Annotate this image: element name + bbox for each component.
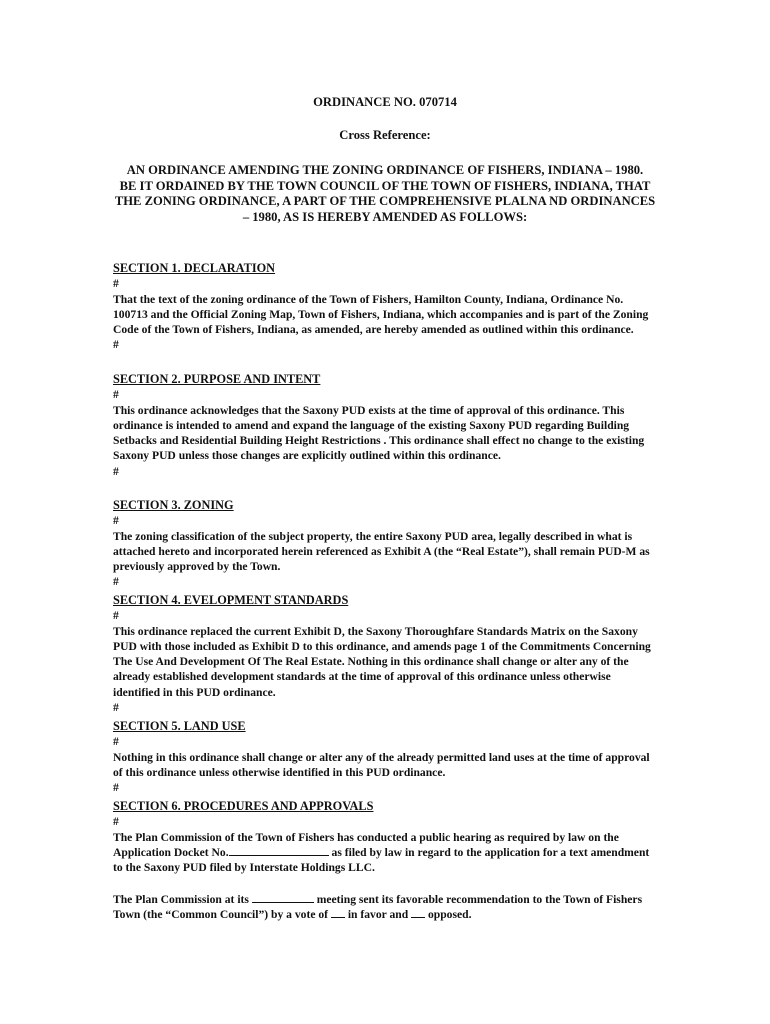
text-fragment: as filed by law in regard to the application for a text amendment to the Saxony PUD filed by Interstate Holdings LLC. xyxy=(113,845,650,875)
title-line: THE ZONING ORDINANCE, A PART OF THE COMPREHENSIVE PLALNA ND ORDINANCES xyxy=(114,194,656,208)
section-heading: SECTION 3. ZONING xyxy=(113,498,234,512)
hash-marker: # xyxy=(113,735,119,749)
section-heading: SECTION 6. PROCEDURES AND APPROVALS xyxy=(113,799,374,813)
section-text xyxy=(113,830,659,876)
section-4 xyxy=(113,593,659,715)
text-fragment: The Plan Commission of the Town of Fishers has conducted a public hearing as required by law on the Application Docket No. xyxy=(113,830,619,859)
section-text: The zoning classification of the subject property, the entire Saxony PUD area, legally described in what is attached hereto and incorporated herein referenced as Exhibit A (the “Real Estate”), shall remain PUD-M as previously approved by the Town. xyxy=(113,529,650,574)
text-fragment: The Plan Commission at its xyxy=(113,893,252,906)
section-text: That the text of the zoning ordinance of the Town of Fishers, Hamilton County, Indiana, Ordinance No. 100713 and the Official Zoning Map, Town of Fishers, Indiana, which accompanies and is part of the Zoning Code of the Town of Fishers, Indiana, as amended, are hereby amended as outlined within this ordinance. xyxy=(113,292,649,337)
hash-marker: # xyxy=(113,277,119,291)
hash-marker: # xyxy=(113,388,119,402)
text-fragment: meeting sent its favorable recommendation to the Town of Fishers Town (the “Common Council”) by a vote of xyxy=(113,893,643,922)
section-text: This ordinance replaced the current Exhibit D, the Saxony Thoroughfare Standards Matrix on the Saxony PUD with those included as Exhibit D to this ordinance, and amends page 1 of the Commitments Concerning The Use And Development Of The Real Estate. Nothing in this ordinance shall change or alter any of the already established development standards at the time of approval of this ordinance unless otherwise identified in this PUD ordinance. xyxy=(113,624,651,699)
votes-in-favor-blank xyxy=(331,907,345,918)
section-2 xyxy=(113,372,659,479)
section-5 xyxy=(113,719,659,795)
section-1 xyxy=(113,261,659,353)
section-text: Nothing in this ordinance shall change or alter any of the already permitted land uses at the time of approval of this ordinance unless otherwise identified in this PUD ordinance. xyxy=(113,750,650,779)
section-text xyxy=(113,892,659,923)
meeting-date-blank xyxy=(252,892,314,903)
hash-marker: # xyxy=(113,338,119,352)
section-heading: SECTION 4. EVELOPMENT STANDARDS xyxy=(113,593,349,607)
plan-commission-paragraph xyxy=(113,892,659,923)
text-fragment: in favor and xyxy=(344,908,412,922)
section-heading: SECTION 5. LAND USE xyxy=(113,719,246,733)
section-6 xyxy=(113,799,659,875)
title-line: BE IT ORDAINED BY THE TOWN COUNCIL OF THE TOWN OF FISHERS, INDIANA, THAT xyxy=(119,178,651,193)
hash-marker: # xyxy=(113,464,119,478)
section-heading: SECTION 1. DECLARATION xyxy=(113,261,276,275)
ordinance-number: ORDINANCE NO. 070714 xyxy=(313,95,457,109)
hash-marker: # xyxy=(113,815,119,829)
ordinance-title xyxy=(100,163,670,225)
hash-marker: # xyxy=(113,514,119,528)
title-line: AN ORDINANCE AMENDING THE ZONING ORDINANCE OF FISHERS, INDIANA – 1980. xyxy=(126,163,644,177)
votes-opposed-blank xyxy=(411,907,425,918)
section-heading: SECTION 2. PURPOSE AND INTENT xyxy=(113,372,321,386)
title-line: – 1980, AS IS HEREBY AMENDED AS FOLLOWS: xyxy=(242,209,528,224)
hash-marker: # xyxy=(113,701,119,715)
hash-marker: # xyxy=(113,609,119,623)
section-3 xyxy=(113,498,659,590)
docket-number-blank xyxy=(229,845,329,856)
text-fragment: opposed. xyxy=(425,908,472,922)
section-text: This ordinance acknowledges that the Saxony PUD exists at the time of approval of this ordinance. This ordinance is intended to amend and expand the language of the existing Saxony PUD regarding Building Setbacks and Residential Building Height Restrictions . This ordinance shall effect no change to the existing Saxony PUD unless those changes are explicitly outlined within this ordinance. xyxy=(113,403,645,463)
hash-marker: # xyxy=(113,575,119,589)
hash-marker: # xyxy=(113,781,119,795)
cross-reference: Cross Reference: xyxy=(339,128,431,142)
